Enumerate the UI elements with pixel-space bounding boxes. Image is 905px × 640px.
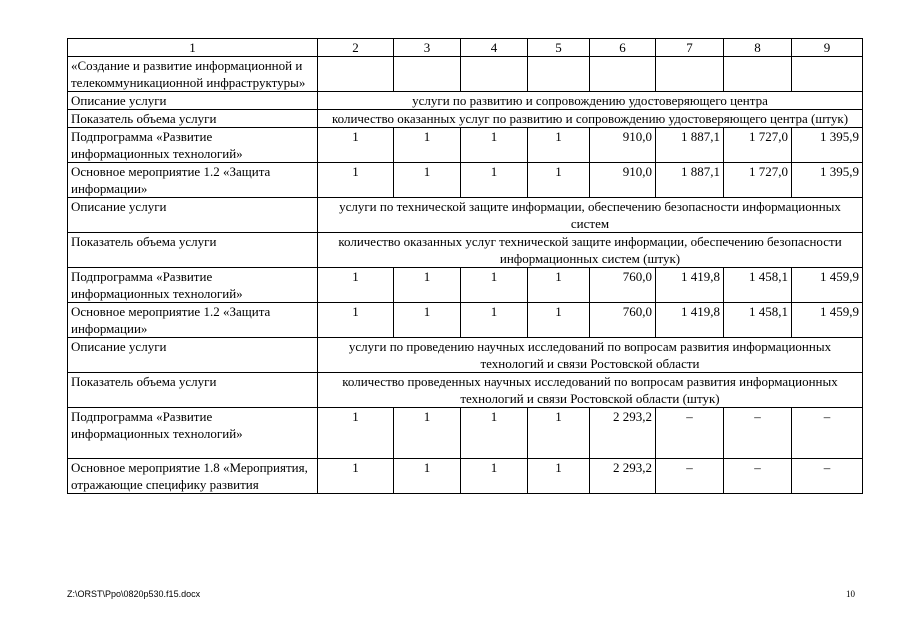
cell-value: 1 xyxy=(461,163,528,198)
cell-value: – xyxy=(792,408,863,459)
cell-value: – xyxy=(792,459,863,494)
cell-value: 1 xyxy=(528,459,590,494)
cell-value: – xyxy=(724,459,792,494)
cell-value: 910,0 xyxy=(590,128,656,163)
cell-value: 1 458,1 xyxy=(724,268,792,303)
row-label: Показатель объема услуги xyxy=(68,373,318,408)
cell-value: 1 395,9 xyxy=(792,128,863,163)
program-title: «Создание и развитие информационной и телекоммуникационной инфраструктуры» xyxy=(68,57,318,92)
cell-value: 1 xyxy=(461,408,528,459)
cell-value: 1 xyxy=(394,268,461,303)
column-number: 9 xyxy=(792,39,863,57)
table-row xyxy=(68,303,863,338)
column-number: 7 xyxy=(656,39,724,57)
cell-value: 1 727,0 xyxy=(724,163,792,198)
cell-value: 2 293,2 xyxy=(590,459,656,494)
page-number: 10 xyxy=(846,589,855,599)
cell-value: 1 xyxy=(528,128,590,163)
row-name: Подпрограмма «Развитие информационных технологий» xyxy=(68,268,318,303)
cell-value: 1 xyxy=(394,303,461,338)
cell-value: 1 xyxy=(528,163,590,198)
cell-value: 1 xyxy=(318,268,394,303)
cell-value: 1 395,9 xyxy=(792,163,863,198)
cell-value: 1 xyxy=(394,459,461,494)
table-row xyxy=(68,92,863,110)
row-name: Основное мероприятие 1.2 «Защита информации» xyxy=(68,163,318,198)
cell-value: 910,0 xyxy=(590,163,656,198)
cell-value: – xyxy=(656,408,724,459)
volume-indicator: количество оказанных услуг технической защите информации, обеспечению безопасности информационных систем (штук) xyxy=(318,233,863,268)
row-label: Показатель объема услуги xyxy=(68,110,318,128)
cell-value: – xyxy=(656,459,724,494)
cell-value: 1 xyxy=(528,408,590,459)
cell-value: 760,0 xyxy=(590,268,656,303)
volume-indicator: количество оказанных услуг по развитию и сопровождению удостоверяющего центра (штук) xyxy=(318,110,863,128)
table-row xyxy=(68,110,863,128)
cell-value: 1 xyxy=(318,459,394,494)
row-label: Описание услуги xyxy=(68,198,318,233)
services-table xyxy=(67,38,863,494)
column-number: 8 xyxy=(724,39,792,57)
table-row xyxy=(68,459,863,494)
table-row xyxy=(68,57,863,92)
column-number: 6 xyxy=(590,39,656,57)
cell-value: – xyxy=(724,408,792,459)
table-row xyxy=(68,338,863,373)
cell-value: 1 419,8 xyxy=(656,268,724,303)
table-row xyxy=(68,233,863,268)
service-description: услуги по проведению научных исследований по вопросам развития информационных технологий и связи Ростовской области xyxy=(318,338,863,373)
row-name: Основное мероприятие 1.8 «Мероприятия, отражающие специфику развития xyxy=(68,459,318,494)
cell-value: 1 xyxy=(461,268,528,303)
cell-value: 1 xyxy=(461,459,528,494)
row-label: Показатель объема услуги xyxy=(68,233,318,268)
cell-value: 760,0 xyxy=(590,303,656,338)
column-number: 2 xyxy=(318,39,394,57)
row-name: Подпрограмма «Развитие информационных технологий» xyxy=(68,408,318,459)
cell-value: 1 887,1 xyxy=(656,163,724,198)
cell-value: 2 293,2 xyxy=(590,408,656,459)
row-label: Описание услуги xyxy=(68,338,318,373)
column-number: 5 xyxy=(528,39,590,57)
file-path: Z:\ORST\Ppo\0820p530.f15.docx xyxy=(67,589,201,599)
cell-value: 1 xyxy=(528,303,590,338)
cell-value: 1 xyxy=(528,268,590,303)
cell-value: 1 419,8 xyxy=(656,303,724,338)
cell-value: 1 xyxy=(394,128,461,163)
cell-value: 1 458,1 xyxy=(724,303,792,338)
cell-value: 1 459,9 xyxy=(792,268,863,303)
row-label: Описание услуги xyxy=(68,92,318,110)
cell-value: 1 xyxy=(318,128,394,163)
table-row xyxy=(68,268,863,303)
row-name: Подпрограмма «Развитие информационных технологий» xyxy=(68,128,318,163)
cell-value: 1 xyxy=(461,303,528,338)
cell-value: 1 459,9 xyxy=(792,303,863,338)
row-name: Основное мероприятие 1.2 «Защита информации» xyxy=(68,303,318,338)
table-row xyxy=(68,198,863,233)
column-number: 1 xyxy=(68,39,318,57)
column-number: 3 xyxy=(394,39,461,57)
service-description: услуги по технической защите информации, обеспечению безопасности информационных систем xyxy=(318,198,863,233)
cell-value: 1 727,0 xyxy=(724,128,792,163)
volume-indicator: количество проведенных научных исследований по вопросам развития информационных технологий и связи Ростовской области (штук) xyxy=(318,373,863,408)
table-row xyxy=(68,128,863,163)
cell-value: 1 xyxy=(318,303,394,338)
table-row xyxy=(68,373,863,408)
table-row xyxy=(68,163,863,198)
cell-value: 1 xyxy=(318,163,394,198)
table-row xyxy=(68,408,863,459)
column-numbers-row xyxy=(68,39,863,57)
cell-value: 1 887,1 xyxy=(656,128,724,163)
column-number: 4 xyxy=(461,39,528,57)
cell-value: 1 xyxy=(461,128,528,163)
service-description: услуги по развитию и сопровождению удостоверяющего центра xyxy=(318,92,863,110)
cell-value: 1 xyxy=(394,163,461,198)
cell-value: 1 xyxy=(318,408,394,459)
cell-value: 1 xyxy=(394,408,461,459)
